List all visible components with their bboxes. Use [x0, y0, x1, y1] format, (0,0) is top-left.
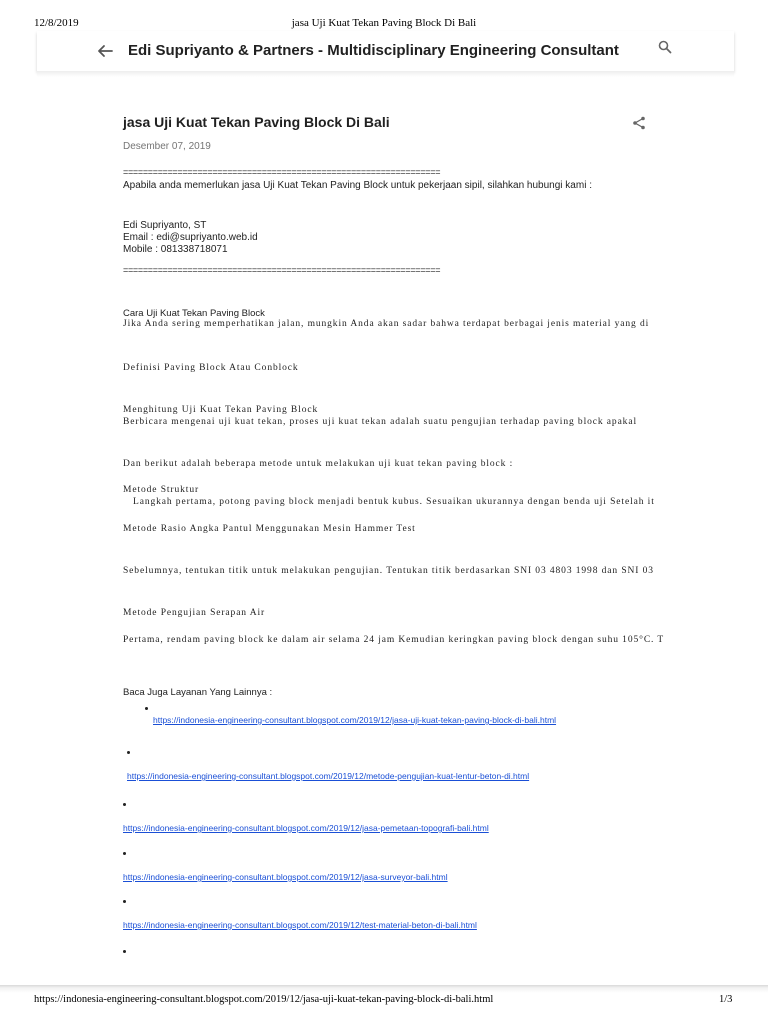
list-bullet — [123, 852, 126, 855]
section-heading: Metode Pengujian Serapan Air — [123, 608, 266, 618]
related-link[interactable]: https://indonesia-engineering-consultant.blogspot.com/2019/12/metode-pengujian-kuat-lentur-beton-di.html — [127, 771, 530, 781]
separator-line: ================================================================ — [123, 167, 441, 177]
related-link[interactable]: https://indonesia-engineering-consultant.blogspot.com/2019/12/jasa-uji-kuat-tekan-paving-block-di-bali.html — [153, 715, 557, 725]
section-text: Dan berikut adalah beberapa metode untuk melakukan uji kuat tekan paving block : — [123, 459, 514, 469]
page-number: 1/3 — [719, 994, 733, 1005]
section-text: Langkah pertama, potong paving block menjadi bentuk kubus. Sesuaikan ukurannya dengan benda uji Setelah it — [133, 497, 655, 507]
section-heading: Menghitung Uji Kuat Tekan Paving Block — [123, 405, 319, 415]
section-text: Berbicara mengenai uji kuat tekan, proses uji kuat tekan adalah suatu pengujian terhadap paving block apakal — [123, 417, 637, 427]
blog-title[interactable]: Edi Supriyanto & Partners - Multidisciplinary Engineering Consultant — [128, 42, 619, 59]
print-url: https://indonesia-engineering-consultant.blogspot.com/2019/12/jasa-uji-kuat-tekan-paving-block-di-bali.html — [34, 994, 494, 1005]
section-heading: Definisi Paving Block Atau Conblock — [123, 363, 299, 373]
print-footer — [0, 985, 768, 1024]
contact-mobile: Mobile : 081338718071 — [123, 244, 228, 255]
related-link[interactable]: https://indonesia-engineering-consultant.blogspot.com/2019/12/test-material-beton-di-bali.html — [123, 920, 477, 930]
separator-line: ================================================================ — [123, 265, 441, 275]
list-bullet — [123, 950, 126, 953]
section-heading: Metode Struktur — [123, 485, 200, 495]
section-text: Sebelumnya, tentukan titik untuk melakukan pengujian. Tentukan titik berdasarkan SNI 03 4803 1998 dan SNI 03 — [123, 566, 654, 576]
intro-text: Apabila anda memerlukan jasa Uji Kuat Tekan Paving Block untuk pekerjaan sipil, silahkan hubungi kami : — [123, 180, 592, 191]
print-title: jasa Uji Kuat Tekan Paving Block Di Bali — [291, 17, 477, 29]
related-link[interactable]: https://indonesia-engineering-consultant.blogspot.com/2019/12/jasa-pemetaan-topografi-bali.html — [123, 823, 489, 833]
list-bullet — [127, 751, 130, 754]
print-date: 12/8/2019 — [34, 17, 79, 29]
section-heading: Cara Uji Kuat Tekan Paving Block — [123, 308, 265, 319]
list-bullet — [145, 707, 148, 710]
contact-email: Email : edi@supriyanto.web.id — [123, 232, 258, 243]
post-date: Desember 07, 2019 — [123, 141, 211, 152]
list-bullet — [123, 803, 126, 806]
related-heading: Baca Juga Layanan Yang Lainnya : — [123, 687, 273, 698]
list-bullet — [123, 900, 126, 903]
contact-name: Edi Supriyanto, ST — [123, 220, 207, 231]
section-text: Pertama, rendam paving block ke dalam air selama 24 jam Kemudian keringkan paving block dengan suhu 105°C. T — [123, 635, 665, 645]
post-title: jasa Uji Kuat Tekan Paving Block Di Bali — [123, 114, 390, 130]
section-text: Jika Anda sering memperhatikan jalan, mungkin Anda akan sadar bahwa terdapat berbagai jenis material yang di — [123, 319, 650, 329]
related-link[interactable]: https://indonesia-engineering-consultant.blogspot.com/2019/12/jasa-surveyor-bali.html — [123, 872, 448, 882]
section-heading: Metode Rasio Angka Pantul Menggunakan Mesin Hammer Test — [123, 524, 416, 534]
